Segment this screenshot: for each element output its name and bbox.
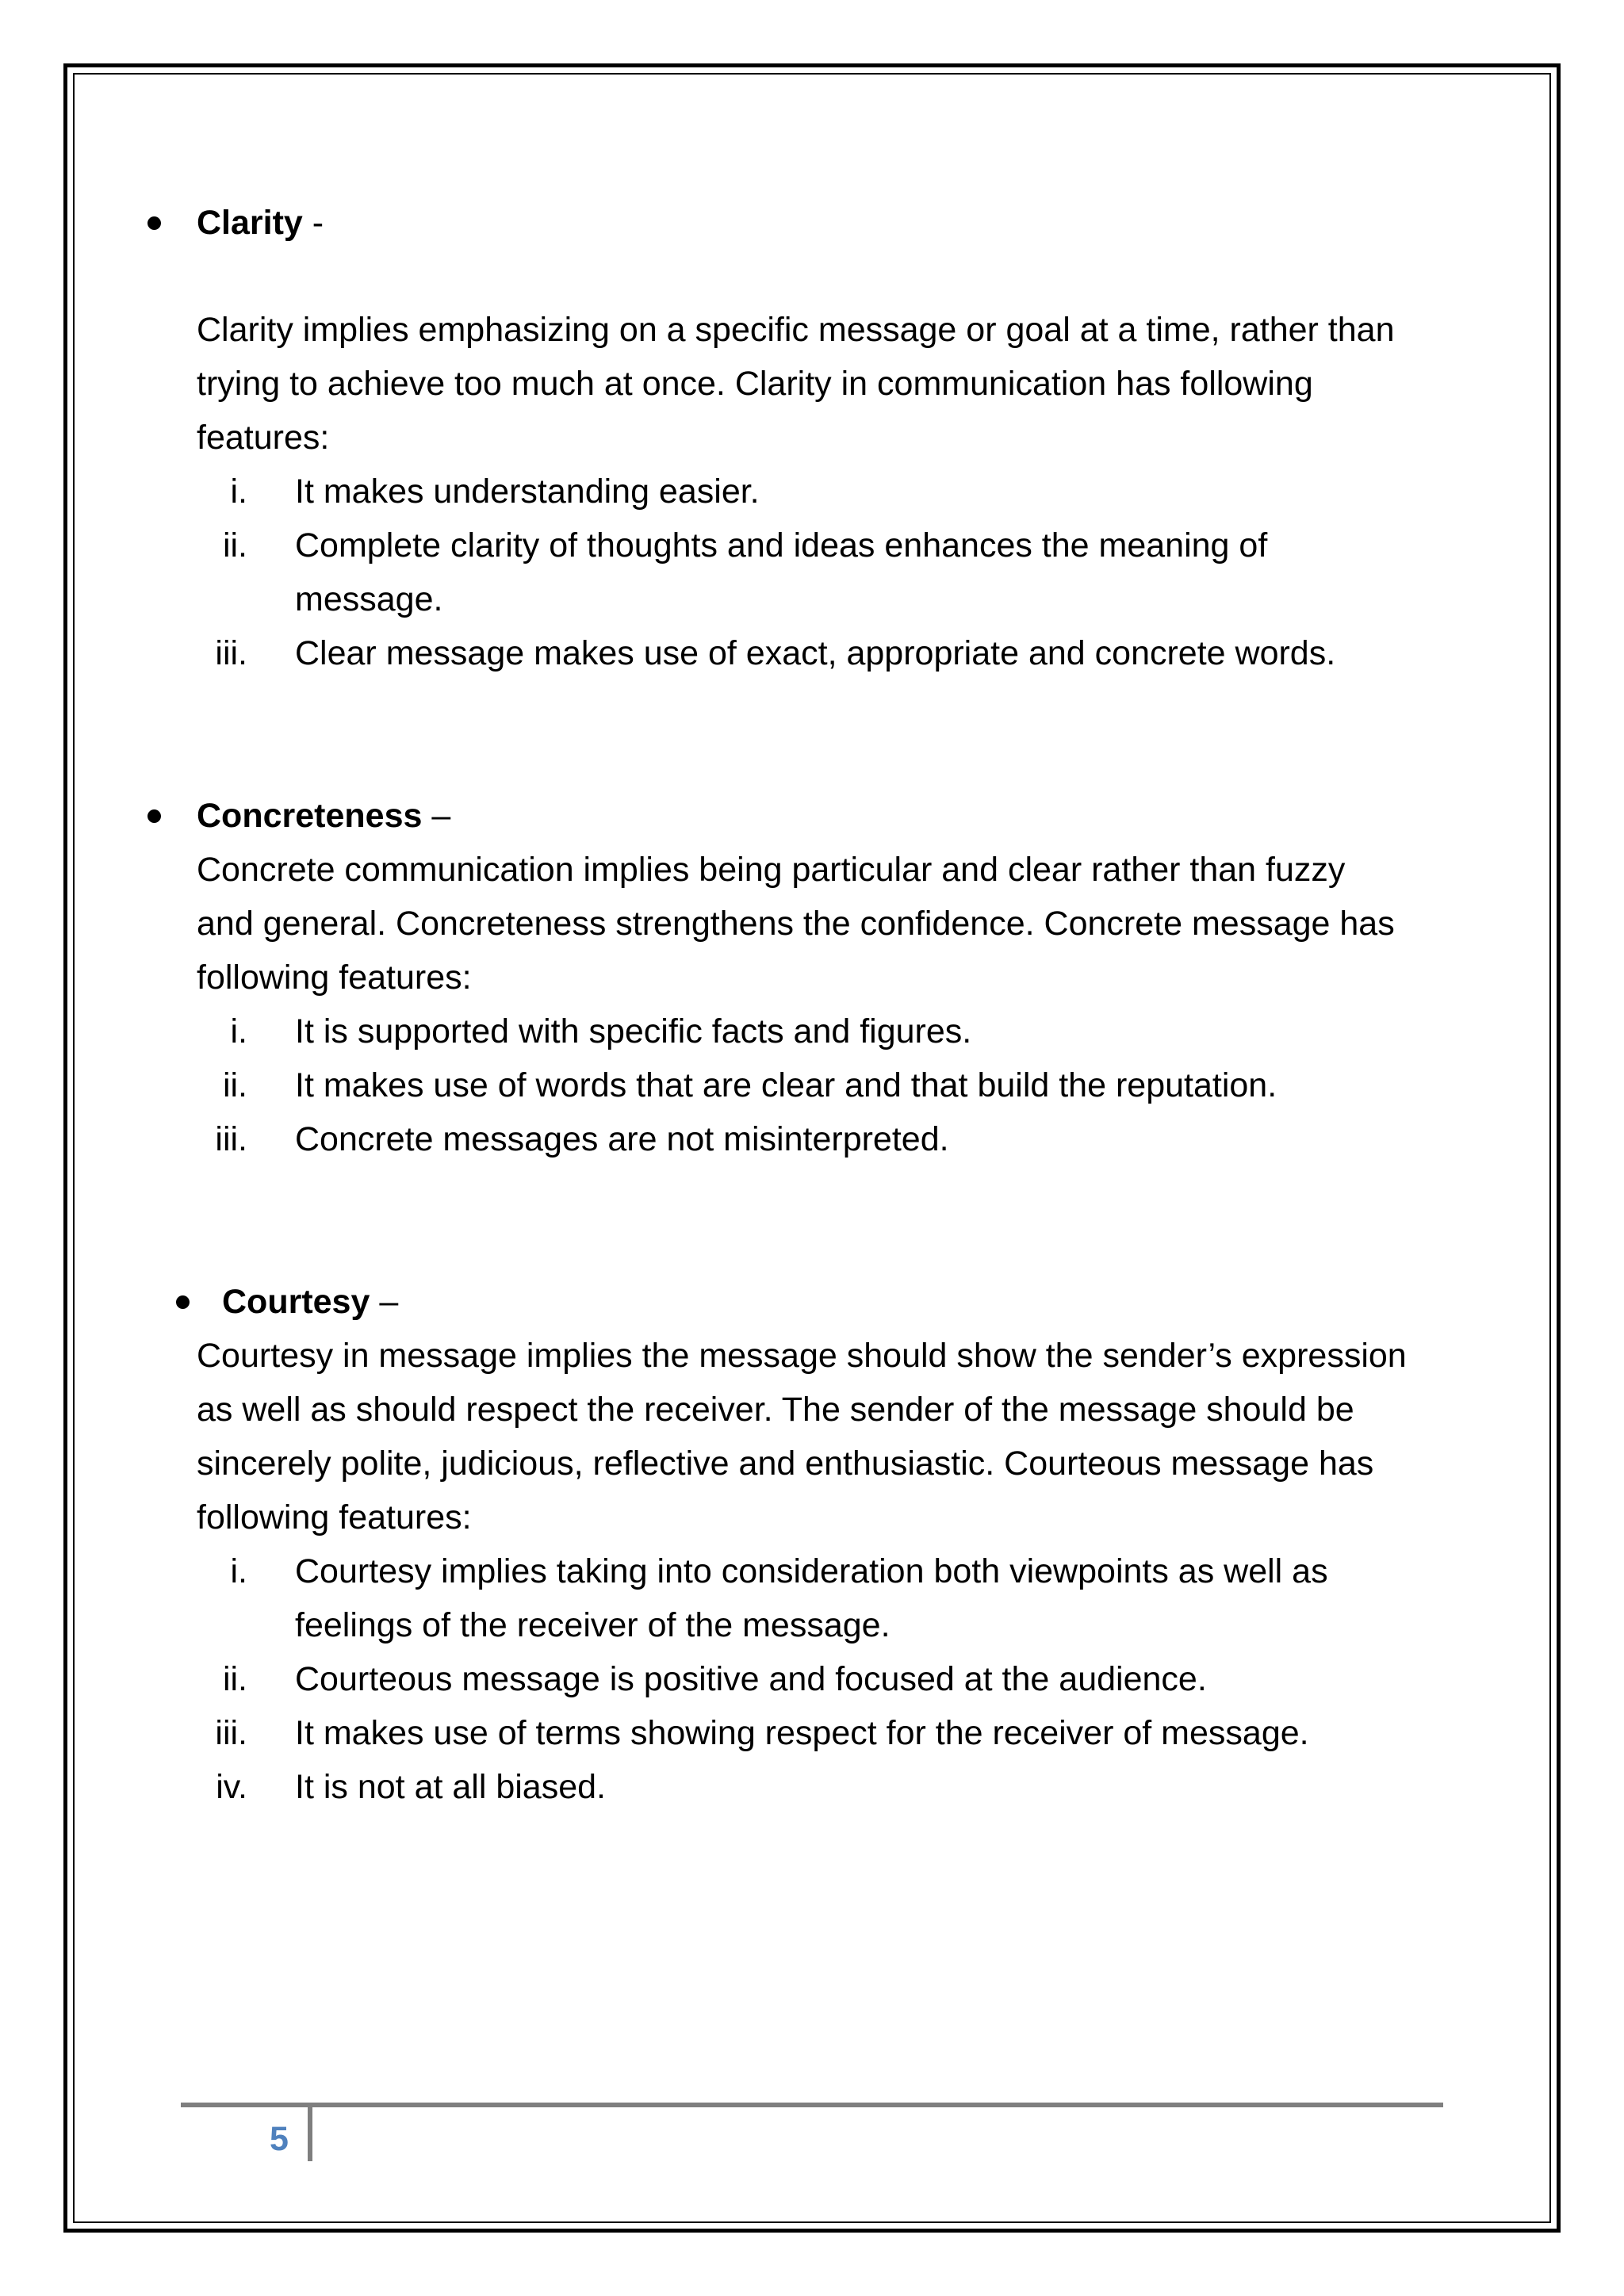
list-item-text: It makes understanding easier.: [295, 473, 760, 511]
list-item-number: iii.: [215, 1714, 247, 1752]
heading-suffix: -: [302, 204, 324, 242]
paragraph-line: following features:: [197, 1498, 472, 1536]
list-item-text: Clear message makes use of exact, appropriate and concrete words.: [295, 634, 1336, 672]
list-item-text: It makes use of words that are clear and that build the reputation.: [295, 1066, 1277, 1104]
section-heading: Courtesy: [222, 1283, 370, 1321]
list-item-text: It is supported with specific facts and figures.: [295, 1012, 972, 1050]
section-heading-line: [197, 196, 324, 250]
paragraph-line: trying to achieve too much at once. Clarity in communication has following: [197, 365, 1313, 403]
paragraph-line: and general. Concreteness strengthens the confidence. Concrete message has: [197, 905, 1395, 943]
bullet-icon: [176, 1295, 190, 1309]
list-item-text: message.: [295, 580, 443, 618]
list-item-number: i.: [230, 1012, 247, 1050]
paragraph-line: sincerely polite, judicious, reflective and enthusiastic. Courteous message has: [197, 1445, 1374, 1483]
list-item-number: iii.: [215, 1120, 247, 1158]
bullet-icon: [147, 809, 161, 823]
list-item-text: Concrete messages are not misinterpreted.: [295, 1120, 949, 1158]
page-number: 5: [270, 2120, 289, 2158]
paragraph-line: Concrete communication implies being particular and clear rather than fuzzy: [197, 851, 1346, 889]
list-item-text: feelings of the receiver of the message.: [295, 1606, 891, 1644]
list-item-text: Courtesy implies taking into consideration both viewpoints as well as: [295, 1552, 1328, 1590]
list-item-number: iv.: [216, 1768, 247, 1806]
footer-rule: [181, 2103, 1443, 2107]
list-item-number: ii.: [222, 1066, 247, 1104]
section-heading: Concreteness: [197, 797, 423, 835]
paragraph-line: as well as should respect the receiver. The sender of the message should be: [197, 1391, 1354, 1429]
section-heading-line: [197, 789, 450, 843]
bullet-icon: [147, 216, 161, 230]
paragraph-line: features:: [197, 419, 330, 457]
list-item-number: ii.: [222, 526, 247, 564]
heading-suffix: –: [422, 797, 451, 835]
section-heading-line: [222, 1275, 398, 1329]
section-heading: Clarity: [197, 204, 303, 242]
list-item-number: i.: [230, 1552, 247, 1590]
list-item-text: Complete clarity of thoughts and ideas enhances the meaning of: [295, 526, 1268, 564]
list-item-text: It makes use of terms showing respect for the receiver of message.: [295, 1714, 1309, 1752]
list-item-number: iii.: [215, 634, 247, 672]
list-item-number: i.: [230, 473, 247, 511]
list-item-text: Courteous message is positive and focused at the audience.: [295, 1660, 1207, 1698]
footer-divider: [308, 2107, 312, 2161]
list-item-text: It is not at all biased.: [295, 1768, 606, 1806]
heading-suffix: –: [370, 1283, 399, 1321]
paragraph-line: Clarity implies emphasizing on a specific message or goal at a time, rather than: [197, 311, 1395, 349]
paragraph-line: Courtesy in message implies the message should show the sender’s expression: [197, 1337, 1407, 1375]
list-item-number: ii.: [222, 1660, 247, 1698]
paragraph-line: following features:: [197, 959, 472, 997]
